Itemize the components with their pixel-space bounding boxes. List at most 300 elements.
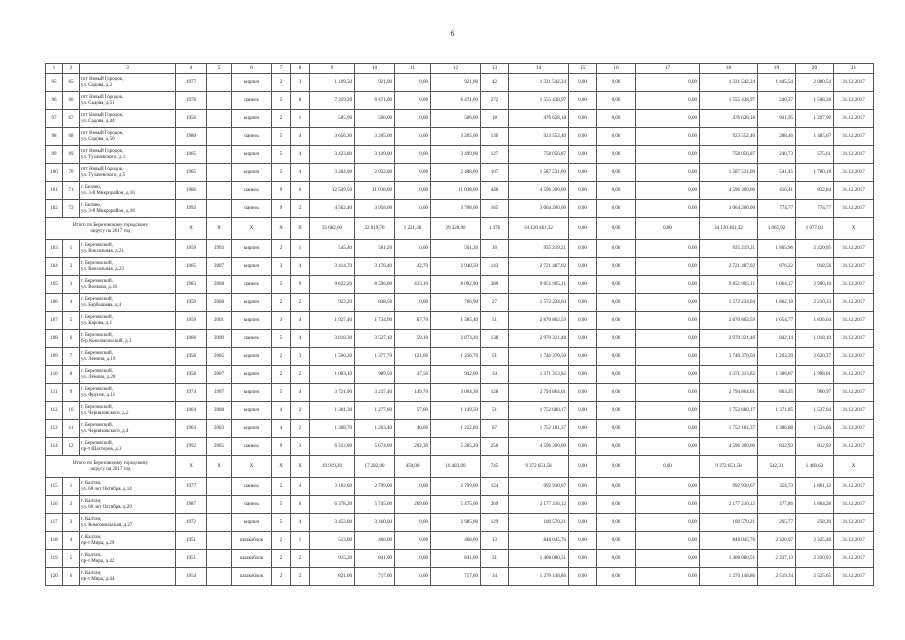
table-cell: 31.12.2017 — [834, 514, 874, 532]
table-cell: 921,00 — [355, 74, 395, 92]
table-cell: 0,00 — [597, 240, 636, 258]
table-cell: 288,46 — [758, 128, 796, 146]
row-number-cell: 113 — [46, 420, 63, 438]
table-cell: 5 — [272, 164, 291, 182]
table-cell: 31.12.2017 — [834, 532, 874, 550]
table-row — [46, 568, 874, 586]
table-cell: 5 — [272, 276, 291, 294]
table-cell: 863,25 — [758, 384, 796, 402]
table-cell: 0,00 — [597, 92, 636, 110]
subtotal-cell: 745 — [481, 456, 509, 478]
table-cell: 0,00 — [395, 240, 431, 258]
table-cell: 2 080,54 — [796, 74, 834, 92]
table-cell: 5 — [272, 478, 291, 496]
table-cell: 5 285,20 — [431, 438, 481, 456]
table-cell: 272 — [481, 92, 509, 110]
row-index-cell: 9 — [63, 384, 80, 402]
table-cell: 2 320,97 — [758, 532, 796, 550]
column-number-cell: 21 — [834, 64, 874, 74]
table-cell: 1 572 234,04 — [509, 294, 569, 312]
address-cell: г. Белово, ул. 3-й Микрорайон, д.10 — [80, 182, 176, 200]
table-cell: 0,00 — [395, 110, 431, 128]
column-number-cell: 7 — [272, 64, 291, 74]
housing-register-table — [45, 63, 874, 586]
column-number-cell: 19 — [758, 64, 796, 74]
table-row — [46, 366, 874, 384]
subtotal-cell: 450,00 — [395, 456, 431, 478]
table-row — [46, 200, 874, 218]
table-cell: панель — [232, 276, 272, 294]
subtotal-cell: 9 372 651,58 — [700, 456, 758, 478]
table-cell: 1951 — [176, 550, 207, 568]
address-cell: г. Белово, ул. 3-й Микрорайон, д.18 — [80, 200, 176, 218]
table-cell: 3 176,40 — [355, 258, 395, 276]
table-cell: 0,00 — [569, 182, 597, 200]
table-cell: кирпич — [232, 110, 272, 128]
table-cell: 4 — [291, 146, 310, 164]
table-cell: 0,00 — [636, 200, 700, 218]
table-cell: 4 — [272, 402, 291, 420]
table-cell: кирпич — [232, 240, 272, 258]
table-cell: 848 045,76 — [509, 532, 569, 550]
table-cell: 269 — [481, 496, 509, 514]
table-cell: 2 177 216,12 — [509, 496, 569, 514]
table-cell: 0,00 — [636, 532, 700, 550]
address-cell: пгт Новый Городок, ул. Тухачевского, д.5 — [80, 164, 176, 182]
address-cell: пгт Новый Городок, ул. Садова, д.50 — [80, 128, 176, 146]
row-number-cell: 118 — [46, 532, 63, 550]
table-cell: 2 — [272, 240, 291, 258]
address-cell: г. Березовский, ул. Вокзальная, д.21 — [80, 240, 176, 258]
address-cell: г. Березовский, б-р Комсомольский, д.1 — [80, 330, 176, 348]
table-cell: 4 — [272, 420, 291, 438]
table-cell: 2 721 487,02 — [509, 258, 569, 276]
table-cell: 717,00 — [355, 568, 395, 586]
table-row — [46, 92, 874, 110]
table-cell: 165 — [481, 200, 509, 218]
table-cell: кирпич — [232, 384, 272, 402]
table-cell: 0,00 — [636, 294, 700, 312]
table-cell: 2 620,37 — [796, 348, 834, 366]
table-cell: 0,00 — [569, 110, 597, 128]
table-cell: 0,00 — [395, 146, 431, 164]
subtotal-label: Итого по Березовскому городскому округу на 2017 год — [46, 456, 176, 478]
table-cell: 0,00 — [597, 294, 636, 312]
table-cell: 2008 — [207, 276, 232, 294]
table-cell: 0,00 — [636, 366, 700, 384]
table-cell: 9 051 905,11 — [700, 276, 758, 294]
row-index-cell: 1 — [63, 478, 80, 496]
table-cell: 31.12.2017 — [834, 110, 874, 128]
table-cell: 2 799,00 — [431, 478, 481, 496]
subtotal-cell: X — [176, 218, 207, 240]
table-cell: 1 256,70 — [431, 348, 481, 366]
table-cell: 2 873,20 — [431, 330, 481, 348]
table-row — [46, 110, 874, 128]
table-cell: 0,00 — [569, 294, 597, 312]
table-cell: 6 — [291, 182, 310, 200]
table-cell: 0,00 — [636, 312, 700, 330]
table-cell: 766,90 — [431, 294, 481, 312]
table-cell: 0,00 — [597, 164, 636, 182]
table-cell: 31.12.2017 — [834, 258, 874, 276]
table-cell: 1 — [291, 240, 310, 258]
row-number-cell: 108 — [46, 330, 63, 348]
table-cell: 1 018,10 — [796, 330, 834, 348]
table-cell: 1 222,80 — [431, 420, 481, 438]
table-cell: панель — [232, 92, 272, 110]
table-cell: 5 — [272, 384, 291, 402]
table-cell: 5 — [272, 514, 291, 532]
table-cell: кирпич — [232, 74, 272, 92]
table-cell: кирпич — [232, 366, 272, 384]
table-cell: 0,00 — [597, 182, 636, 200]
table-cell: 31.12.2017 — [834, 92, 874, 110]
table-cell: 1974 — [176, 384, 207, 402]
table-cell: 1 109,50 — [310, 74, 355, 92]
subtotal-cell: 34 130 461,32 — [700, 218, 758, 240]
table-cell: 2 794 864,01 — [509, 384, 569, 402]
table-cell: 1983 — [176, 276, 207, 294]
table-cell: 2 — [272, 348, 291, 366]
table-cell: 7 359,20 — [310, 92, 355, 110]
table-cell: 87,70 — [395, 312, 431, 330]
table-cell: 2 — [291, 420, 310, 438]
row-number-cell: 104 — [46, 258, 63, 276]
table-cell — [207, 110, 232, 128]
table-cell: 4 — [291, 514, 310, 532]
table-cell: 31 — [481, 550, 509, 568]
table-cell: 2 — [291, 550, 310, 568]
table-cell: 128 — [481, 384, 509, 402]
table-cell: 842,14 — [758, 330, 796, 348]
table-cell: 1959 — [176, 240, 207, 258]
table-cell: 2 794 864,01 — [700, 384, 758, 402]
table-cell: 1 861,12 — [796, 478, 834, 496]
table-cell: 0,00 — [597, 568, 636, 586]
table-cell: 0,00 — [395, 182, 431, 200]
row-number-cell: 115 — [46, 478, 63, 496]
subtotal-cell: X — [834, 456, 874, 478]
table-cell: 2 — [272, 568, 291, 586]
table-cell: 0,00 — [569, 276, 597, 294]
table-cell: 2 — [291, 294, 310, 312]
row-index-cell: 69 — [63, 146, 80, 164]
table-cell: 124 — [481, 478, 509, 496]
table-row — [46, 402, 874, 420]
column-number-cell: 5 — [207, 64, 232, 74]
table-cell: 2 870 862,59 — [509, 312, 569, 330]
table-cell: 100 570,21 — [700, 514, 758, 532]
row-index-cell: 6 — [63, 330, 80, 348]
table-cell — [207, 92, 232, 110]
column-number-row — [46, 64, 874, 74]
table-cell: 0,00 — [569, 496, 597, 514]
table-cell: шлакоблок — [232, 550, 272, 568]
table-cell: 2 488,00 — [431, 164, 481, 182]
table-cell: 1 371 313,82 — [509, 366, 569, 384]
table-cell: 758 056,87 — [509, 146, 569, 164]
table-cell: 1 572 234,04 — [700, 294, 758, 312]
table-cell: 42 — [481, 74, 509, 92]
table-cell: 5 674,00 — [355, 438, 395, 456]
table-cell: 31.12.2017 — [834, 276, 874, 294]
table-cell: 1986 — [176, 182, 207, 200]
table-cell: 1980 — [176, 128, 207, 146]
row-index-cell: 2 — [63, 496, 80, 514]
table-cell: 923 552,40 — [509, 128, 569, 146]
table-cell: 3 423,80 — [310, 146, 355, 164]
table-cell: 1951 — [176, 532, 207, 550]
table-cell: 0,00 — [636, 164, 700, 182]
table-cell: 848,50 — [355, 294, 395, 312]
table-cell: 0,00 — [569, 532, 597, 550]
table-row — [46, 128, 874, 146]
table-cell: 476 628,18 — [700, 110, 758, 128]
table-cell: 240,37 — [758, 92, 796, 110]
table-cell: 0,00 — [395, 128, 431, 146]
table-cell: 1 408 080,51 — [509, 550, 569, 568]
address-cell: г. Березовский, ул. Ленина, д.19 — [80, 348, 176, 366]
table-cell: 0,00 — [395, 514, 431, 532]
subtotal-cell: 542,31 — [758, 456, 796, 478]
table-cell: 1 555 438,97 — [700, 92, 758, 110]
table-cell: 31.12.2017 — [834, 128, 874, 146]
table-cell: 31.12.2017 — [834, 200, 874, 218]
table-cell: 3 004,30 — [431, 384, 481, 402]
row-number-cell: 106 — [46, 294, 63, 312]
table-cell: 31.12.2017 — [834, 384, 874, 402]
table-cell: 0,00 — [597, 532, 636, 550]
table-cell: 2 — [291, 200, 310, 218]
table-cell: 0,00 — [636, 330, 700, 348]
row-index-cell: 10 — [63, 402, 80, 420]
table-cell: кирпич — [232, 420, 272, 438]
table-cell: 386 — [481, 276, 509, 294]
table-cell: кирпич — [232, 402, 272, 420]
subtotal-cell: 1 376 — [481, 218, 509, 240]
table-cell: 8 092,90 — [431, 276, 481, 294]
subtotal-cell: 1 065,92 — [758, 218, 796, 240]
table-cell: 545,40 — [310, 240, 355, 258]
table-cell: 2009 — [207, 330, 232, 348]
table-cell: 31.12.2017 — [834, 240, 874, 258]
table-cell: 9 622,20 — [310, 276, 355, 294]
table-cell: 2 177 216,12 — [700, 496, 758, 514]
table-cell: 256 — [481, 438, 509, 456]
table-cell — [207, 568, 232, 586]
table-cell: панель — [232, 438, 272, 456]
table-cell: 0,00 — [636, 568, 700, 586]
table-cell: 832,93 — [758, 438, 796, 456]
table-cell: 717,60 — [431, 568, 481, 586]
subtotal-cell: 16 483,00 — [431, 456, 481, 478]
table-cell: 1966 — [176, 330, 207, 348]
subtotal-cell: X — [834, 218, 874, 240]
table-cell: 1 263,40 — [355, 420, 395, 438]
table-cell: 1972 — [176, 514, 207, 532]
table-cell: 3 205,00 — [431, 128, 481, 146]
row-index-cell: 8 — [63, 366, 80, 384]
address-cell: г. Березовский, ул. Барбышева, д.4 — [80, 294, 176, 312]
table-cell: 51 — [481, 402, 509, 420]
table-cell: 0,00 — [597, 146, 636, 164]
table-cell: кирпич — [232, 258, 272, 276]
table-cell: 2 900,16 — [796, 276, 834, 294]
table-cell: 0,00 — [597, 514, 636, 532]
table-cell: 1 368,70 — [310, 420, 355, 438]
table-cell: 3 527,10 — [355, 330, 395, 348]
address-cell: г. Калтан, ул. 60 лет Октября, д.14 — [80, 478, 176, 496]
table-cell: 1 780,18 — [796, 164, 834, 182]
table-cell: 1 485,67 — [796, 128, 834, 146]
table-cell: 377,86 — [758, 496, 796, 514]
address-cell: г. Березовский, пр-т Шахтеров, д.3 — [80, 438, 176, 456]
subtotal-cell: 9 372 651,58 — [509, 456, 569, 478]
table-cell: 1964 — [176, 420, 207, 438]
table-cell: 31.12.2017 — [834, 568, 874, 586]
subtotal-cell: X — [272, 218, 291, 240]
table-row — [46, 164, 874, 182]
table-cell: 121,60 — [395, 348, 431, 366]
table-cell: кирпич — [232, 514, 272, 532]
table-cell: 31.12.2017 — [834, 438, 874, 456]
table-cell: 0,00 — [597, 330, 636, 348]
row-number-cell: 105 — [46, 276, 63, 294]
table-cell: 1965 — [176, 258, 207, 276]
table-cell: 31.12.2017 — [834, 348, 874, 366]
table-cell — [207, 74, 232, 92]
table-cell: 11 038,00 — [355, 182, 395, 200]
table-cell: 3 721,90 — [310, 384, 355, 402]
table-cell: 31.12.2017 — [834, 312, 874, 330]
table-cell: 59,10 — [395, 330, 431, 348]
subtotal-cell: X — [232, 218, 272, 240]
table-cell: 47,50 — [395, 366, 431, 384]
table-cell: 2 932,00 — [355, 164, 395, 182]
table-cell: 0,00 — [569, 200, 597, 218]
table-cell: 0,00 — [569, 420, 597, 438]
row-number-cell: 117 — [46, 514, 63, 532]
table-cell: шлакоблок — [232, 568, 272, 586]
table-cell: 1 804,28 — [796, 496, 834, 514]
table-cell: 2 — [272, 74, 291, 92]
table-cell: 4 — [291, 164, 310, 182]
table-cell: 13 — [481, 532, 509, 550]
table-cell: 4 596 300,00 — [509, 182, 569, 200]
table-cell: 989,50 — [355, 366, 395, 384]
table-cell: 1 — [291, 532, 310, 550]
table-cell: 3 — [291, 348, 310, 366]
table-cell: 31.12.2017 — [834, 294, 874, 312]
table-cell: 448 — [481, 182, 509, 200]
table-cell: 0,00 — [636, 128, 700, 146]
table-cell: 2007 — [207, 258, 232, 276]
row-number-cell: 112 — [46, 402, 63, 420]
table-cell: 506,00 — [355, 110, 395, 128]
table-cell: 0,00 — [569, 146, 597, 164]
table-cell: 6 — [291, 496, 310, 514]
table-cell: кирпич — [232, 294, 272, 312]
table-cell: 1965 — [176, 164, 207, 182]
row-number-cell: 95 — [46, 74, 63, 92]
row-number-cell: 97 — [46, 110, 63, 128]
row-index-cell: 70 — [63, 164, 80, 182]
table-cell: 1987 — [176, 496, 207, 514]
table-cell: 4 562,40 — [310, 200, 355, 218]
table-cell: 31.12.2017 — [834, 74, 874, 92]
table-cell: 1 752 680,17 — [509, 402, 569, 420]
table-cell: 841,00 — [431, 550, 481, 568]
address-cell: г. Березовский, ул. Волкова, д.16 — [80, 276, 176, 294]
address-cell: г. Калтан, ул. Комсомольская, д.27 — [80, 514, 176, 532]
table-cell: 1993 — [207, 240, 232, 258]
table-cell: 9 — [291, 276, 310, 294]
row-index-cell: 68 — [63, 128, 80, 146]
table-cell: 1 534,66 — [796, 420, 834, 438]
table-cell: 127 — [481, 146, 509, 164]
row-number-cell: 98 — [46, 128, 63, 146]
table-cell: 9 — [272, 182, 291, 200]
table-row — [46, 550, 874, 568]
address-cell: г. Березовский, ул. Карова, д.1 — [80, 312, 176, 330]
subtotal-cell: 1 221,30 — [395, 218, 431, 240]
table-cell: 3 818,30 — [310, 330, 355, 348]
table-cell: 9 — [272, 438, 291, 456]
table-cell: 2 — [272, 294, 291, 312]
column-number-cell: 4 — [176, 64, 207, 74]
table-cell: 3 499,00 — [431, 146, 481, 164]
table-cell: панель — [232, 496, 272, 514]
table-row — [46, 146, 874, 164]
table-cell: 354,73 — [758, 478, 796, 496]
table-cell: 1 381,30 — [310, 402, 355, 420]
subtotal-cell: X — [176, 456, 207, 478]
row-index-cell: 66 — [63, 92, 80, 110]
table-row — [46, 438, 874, 456]
table-cell: 3 — [291, 74, 310, 92]
table-cell: 1 263,39 — [758, 348, 796, 366]
table-cell: 2 — [272, 110, 291, 128]
row-number-cell: 103 — [46, 240, 63, 258]
row-number-cell: 120 — [46, 568, 63, 586]
table-cell: 269,00 — [395, 496, 431, 514]
row-index-cell: 2 — [63, 258, 80, 276]
table-cell: 31.12.2017 — [834, 146, 874, 164]
table-cell: 2 970 321,48 — [509, 330, 569, 348]
table-cell: 1959 — [176, 294, 207, 312]
table-cell: 841,00 — [355, 550, 395, 568]
table-cell: 2008 — [207, 402, 232, 420]
column-number-cell: 20 — [796, 64, 834, 74]
table-cell: 3 453,00 — [310, 514, 355, 532]
table-cell: 3 064 200,00 — [509, 200, 569, 218]
column-number-cell: 16 — [597, 64, 636, 74]
row-number-cell: 116 — [46, 496, 63, 514]
table-cell: 2 870 862,59 — [700, 312, 758, 330]
table-cell: 31.12.2017 — [834, 420, 874, 438]
row-index-cell: 65 — [63, 74, 80, 92]
column-number-cell: 10 — [355, 64, 395, 74]
table-cell: 0,00 — [597, 200, 636, 218]
table-cell: 0,00 — [636, 496, 700, 514]
table-cell: 1 740 370,50 — [509, 348, 569, 366]
table-cell: 1 654,77 — [758, 312, 796, 330]
table-cell: 265,77 — [758, 514, 796, 532]
table-cell: 2 721 487,02 — [700, 258, 758, 276]
table-cell: 1977 — [176, 74, 207, 92]
table-cell: 1 331 542,24 — [509, 74, 569, 92]
